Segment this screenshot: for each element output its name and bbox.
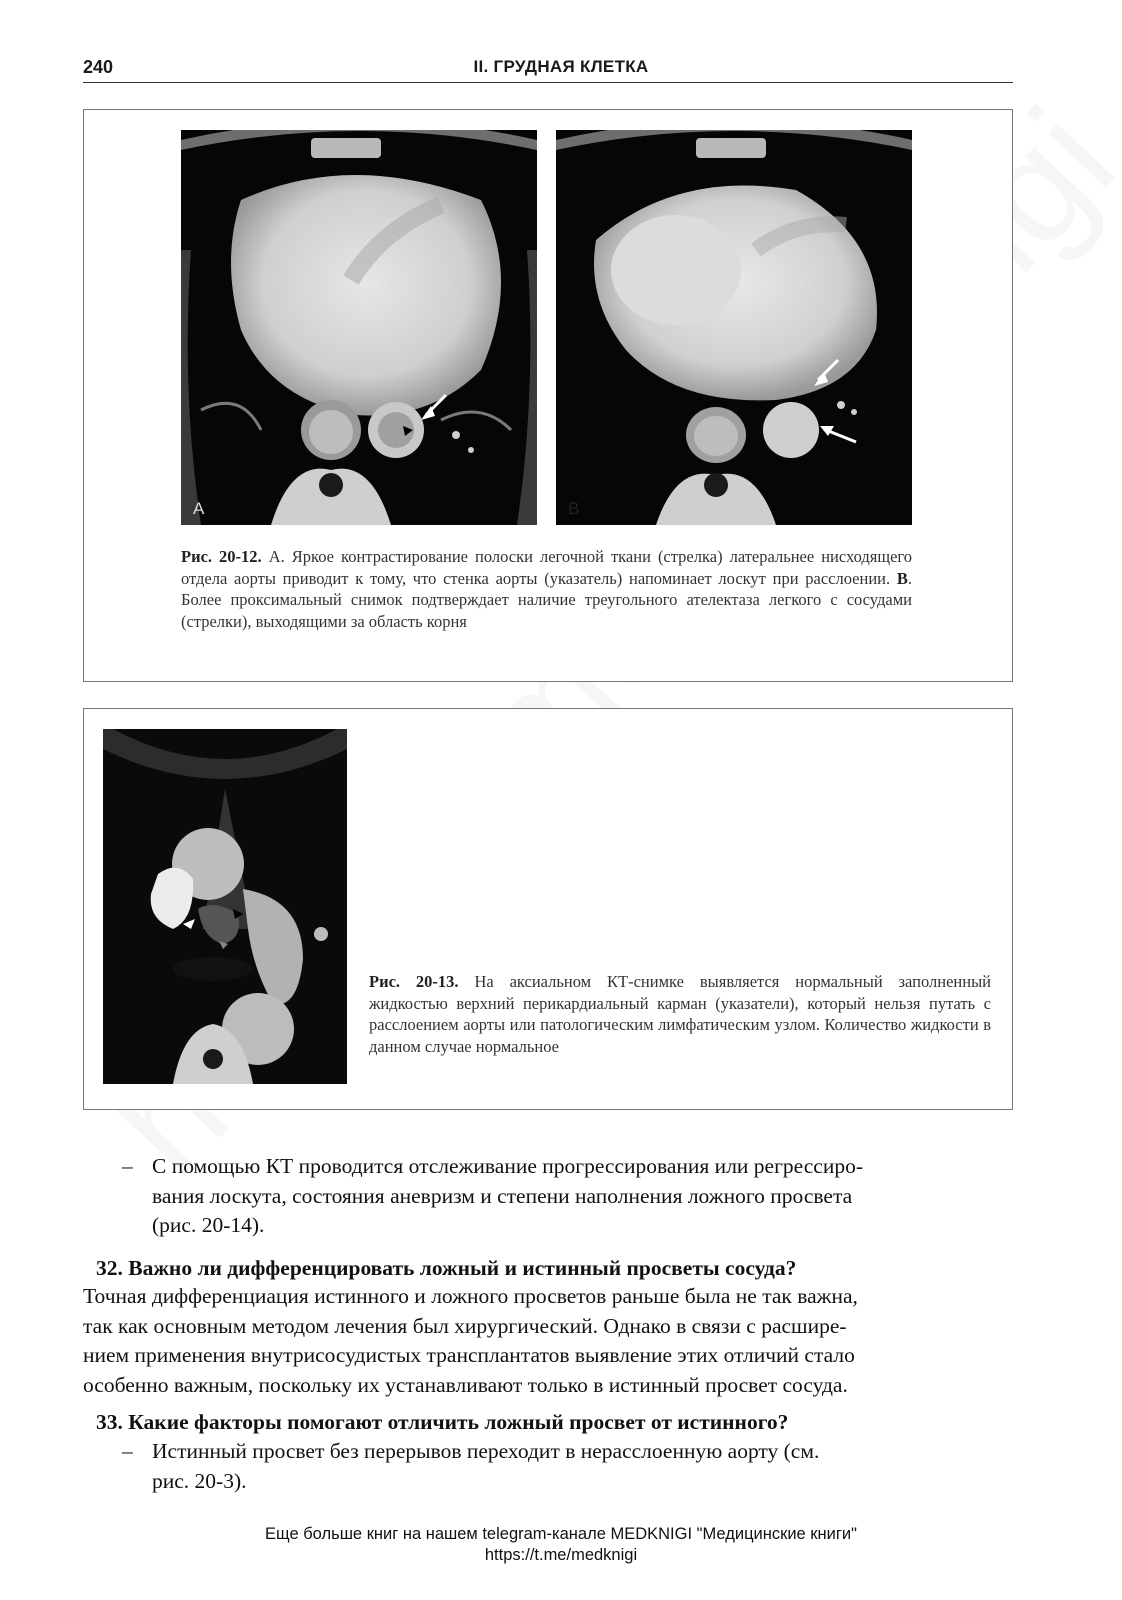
question-33: 33. Какие факторы помогают отличить ложный просвет от истинного?: [96, 1410, 789, 1434]
ct-image-20-13: [103, 729, 347, 1084]
a32-line2: так как основным методом лечения был хирургический. Однако в связи с расшире-: [83, 1313, 847, 1338]
list-item-ct-monitoring: [122, 1152, 1013, 1241]
dash-bullet: –: [122, 1439, 133, 1463]
a32-line3: нием применения внутрисосудистых трансплантатов выявление этих отличий стало: [83, 1343, 855, 1367]
question-32: 32. Важно ли дифференцировать ложный и истинный просветы сосуда?: [96, 1256, 797, 1280]
ct-image-panel-a: [181, 130, 537, 525]
item1-line1: С помощью КТ проводится отслеживание прогрессирования или регрессиро-: [152, 1154, 863, 1178]
dash-bullet: –: [122, 1154, 133, 1178]
page-number: 240: [83, 57, 114, 77]
figure-20-12-box: [83, 109, 1013, 682]
footer-link[interactable]: https://t.me/medknigi: [484, 1546, 638, 1564]
figure-20-12-caption: [181, 546, 912, 632]
answer-32: [83, 1282, 1013, 1400]
ct-scan-20-13-graphic: [103, 729, 347, 1084]
a32-line4: особенно важным, поскольку их устанавливают только в истинный просвет сосуда.: [83, 1372, 848, 1397]
caption-label: Рис. 20-12.: [181, 547, 262, 566]
list-item-true-lumen: [122, 1437, 1013, 1496]
running-head: II. ГРУДНАЯ КЛЕТКА: [473, 57, 649, 76]
footer-promo: [0, 1524, 1122, 1566]
figure-20-13-box: [83, 708, 1013, 1110]
header-rule: [83, 82, 1013, 83]
caption-b-marker: B: [896, 568, 908, 588]
a32-line1: Точная дифференциация истинного и ложного просветов раньше была не так важна,: [83, 1284, 858, 1308]
caption-part2: . Более проксимальный снимок подтверждает наличие треугольного ателектаза легкого с сосудами (стрелки), выходящими за область корня: [181, 568, 913, 631]
figure-20-13-caption: [369, 971, 991, 1057]
caption-20-13-text: На аксиальном КТ-снимке выявляется нормальный заполненный жидкостью верхний перикардиальный карман (указатели), который нельзя путать с расслоением аорты или патологическим лимфатическим узлом. Количество жидкости в данном случае нормальное: [369, 972, 991, 1056]
caption-part1: . Яркое контрастирование полоски легочной ткани (стрелка) латеральнее нисходящего отдела аорты приводит к тому, что стенка аорты (указатель) напоминает лоскут при расслоении.: [181, 547, 913, 588]
item1-line3: (рис. 20-14).: [152, 1213, 265, 1237]
item2-line1: Истинный просвет без перерывов переходит в нерасслоенную аорту (см.: [152, 1439, 820, 1463]
ct-scan-a-graphic: [181, 130, 537, 525]
caption-a-marker: A: [268, 547, 281, 566]
ct-image-panel-b: [556, 130, 912, 525]
panel-a-label: A: [193, 499, 205, 518]
footer-line1: Еще больше книг на нашем telegram-канале MEDKNIGI "Медицинские книги": [265, 1525, 857, 1543]
ct-scan-b-graphic: [556, 130, 912, 525]
item2-line2: рис. 20-3).: [152, 1468, 247, 1493]
caption-20-13-label: Рис. 20-13.: [369, 972, 459, 991]
item1-line2: вания лоскута, состояния аневризм и степени наполнения ложного просвета: [152, 1183, 853, 1208]
panel-b-label: B: [568, 499, 580, 518]
